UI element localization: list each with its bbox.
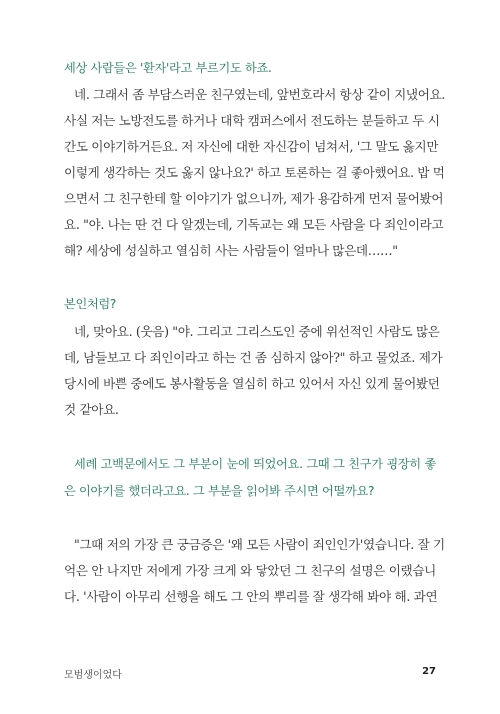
interviewer-question: 세상 사람들은 '환자'라고 부르기도 하죠. bbox=[64, 61, 272, 75]
answer-line: 것 같아요. bbox=[64, 402, 119, 417]
quote-line: 억은 안 나지만 저에게 가장 크게 와 닿았던 그 친구의 설명은 이랬습니 bbox=[64, 563, 436, 578]
interviewer-question: 세례 고백문에서도 그 부분이 눈에 띄었어요. 그때 그 친구가 굉장히 좋 bbox=[74, 457, 436, 471]
answer-line: 해? 세상에 성실하고 열심히 사는 사람들이 얼마나 많은데……" bbox=[64, 243, 398, 258]
answer-line: 이렇게 생각하는 것도 옳지 않나요?' 하고 토론하는 걸 좋아했어요. 밥 먹 bbox=[64, 165, 445, 180]
answer-line: 네, 맞아요. (웃음) "야. 그리고 그리스도인 중에 위선적인 사람도 많은 bbox=[74, 324, 440, 339]
running-footer-title: 모범생이었다 bbox=[64, 670, 122, 681]
answer-line: 요. "야. 나는 딴 건 다 알겠는데, 기독교는 왜 모든 사람을 다 죄인이라고 bbox=[64, 217, 444, 232]
page-number: 27 bbox=[422, 666, 436, 677]
answer-line: 간도 이야기하거든요. 저 자신에 대한 자신감이 넘쳐서, '그 말도 옳지만 bbox=[64, 139, 439, 154]
answer-line: 데, 남들보고 다 죄인이라고 하는 건 좀 심하지 않아?" 하고 물었죠. 제가 bbox=[64, 350, 443, 365]
answer-line: 네. 그래서 좀 부담스러운 친구였는데, 앞번호라서 항상 같이 지냈어요. bbox=[74, 87, 446, 102]
interviewer-question: 은 이야기를 했더라고요. 그 부분을 읽어봐 주시면 어떨까요? bbox=[64, 484, 375, 498]
interviewer-question: 본인처럼? bbox=[64, 297, 117, 311]
quote-line: "그때 저의 가장 큰 궁금증은 '왜 모든 사람이 죄인인가'였습니다. 잘 기 bbox=[74, 537, 445, 552]
quote-line: 다. '사람이 아무리 선행을 해도 그 안의 뿌리를 잘 생각해 봐야 해. 과연 bbox=[64, 589, 438, 604]
answer-line: 으면서 그 친구한테 할 이야기가 없으니까, 제가 용감하게 먼저 물어봤어 bbox=[64, 191, 444, 206]
answer-line: 사실 저는 노방전도를 하거나 대학 캠퍼스에서 전도하는 분들하고 두 시 bbox=[64, 113, 440, 128]
answer-line: 당시에 바쁜 중에도 봉사활동을 열심히 하고 있어서 자신 있게 물어봤던 bbox=[64, 376, 440, 391]
